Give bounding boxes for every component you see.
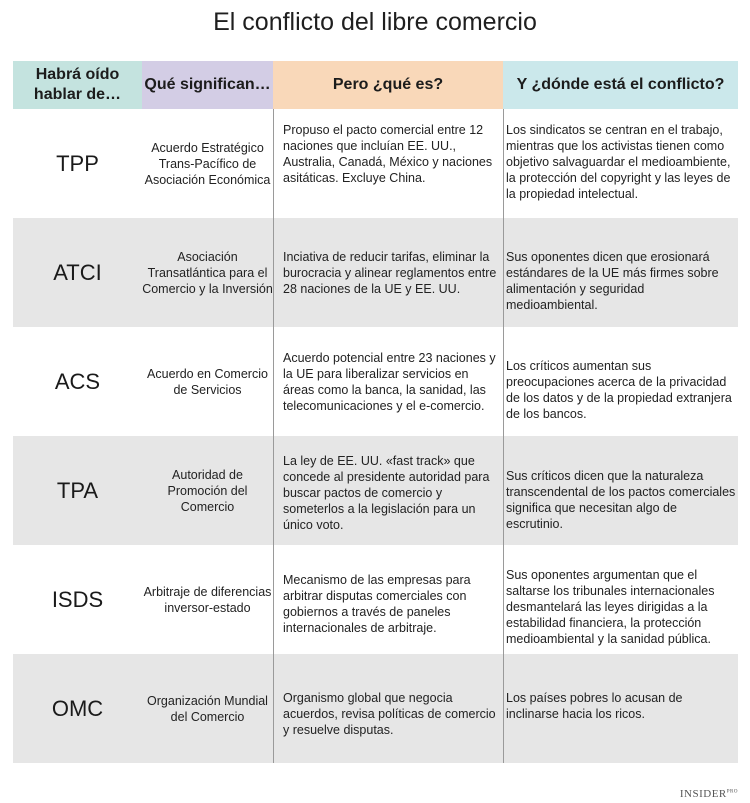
column-divider [273, 654, 274, 763]
column-divider [503, 109, 504, 218]
row-description: La ley de EE. UU. «fast track» que concede al presidente autoridad para buscar pactos de comercio y someterlos a la legislación para un único voto. [283, 454, 490, 532]
row-meaning: Organización Mundial del Comercio [147, 693, 268, 724]
row-description: Mecanismo de las empresas para arbitrar disputas comerciales con gobiernos a través de paneles internacionales de arbitraje. [283, 573, 471, 635]
row-conflict: Los países pobres lo acusan de inclinarse hacia los ricos. [506, 691, 683, 721]
row-description: Acuerdo potencial entre 23 naciones y la UE para liberalizar servicios en áreas como la banca, la sanidad, las telecomunicaciones y el e-comercio. [283, 351, 496, 413]
page-title: El conflicto del libre comercio [213, 8, 537, 36]
row-conflict: Sus oponentes argumentan que el saltarse los tribunales internacionales desmantelará las leyes dirigidas a la estabilidad financiera, la protección medioambiental y la sanidad pública. [506, 568, 715, 646]
column-divider [273, 436, 274, 545]
column-divider [503, 218, 504, 327]
row-abbreviation: ISDS [51, 586, 104, 612]
row-meaning: Arbitraje de diferencias inversor-estado [143, 584, 272, 615]
row-abbreviation: OMC [51, 695, 104, 721]
table-row [13, 436, 738, 545]
row-description: Organismo global que negocia acuerdos, revisa políticas de comercio y resuelve disputas. [283, 691, 496, 737]
row-conflict: Los críticos aumentan sus preocupaciones acerca de la privacidad de los datos y de la propiedad extranjera de los bancos. [506, 359, 732, 421]
column-divider [503, 545, 504, 654]
row-abbreviation: TPA [56, 477, 99, 503]
column-divider [273, 218, 274, 327]
row-meaning: Acuerdo Estratégico Trans-Pacífico de Asociación Económica [144, 140, 271, 187]
logo-text: INSIDER [679, 788, 727, 800]
table-header [13, 61, 738, 109]
row-abbreviation: ACS [54, 368, 101, 394]
table-row [13, 109, 738, 218]
header-conflict: Y ¿dónde está el conflicto? [503, 61, 738, 109]
table-row [13, 654, 738, 763]
table-row [13, 218, 738, 327]
logo-superscript: PRO [726, 789, 738, 795]
row-conflict: Sus oponentes dicen que erosionará estándares de la UE más firmes sobre alimentación y seguridad medioambiental. [506, 250, 719, 312]
row-description: Propuso el pacto comercial entre 12 naciones que incluían EE. UU., Australia, Canadá, México y naciones asitáticas. Excluye China. [283, 123, 493, 185]
row-conflict: Los sindicatos se centran en el trabajo, mientras que los activistas tienen como objetivo salvaguardar el medioambiente, la protección del copyright y las leyes de la propiedad intelectual. [506, 123, 731, 201]
insider-pro-logo [680, 788, 738, 800]
row-abbreviation: TPP [56, 150, 99, 176]
row-abbreviation: ATCI [53, 259, 102, 285]
header-heard-of: Habrá oído hablar de… [13, 61, 142, 109]
header-meaning: Qué significan… [142, 61, 273, 109]
table-row [13, 327, 738, 436]
column-divider [273, 327, 274, 436]
row-meaning: Acuerdo en Comercio de Servicios [147, 366, 268, 397]
column-divider [273, 545, 274, 654]
column-divider [273, 109, 274, 218]
column-divider [503, 327, 504, 436]
table-row [13, 545, 738, 654]
column-divider [503, 654, 504, 763]
row-meaning: Autoridad de Promoción del Comercio [167, 467, 248, 514]
column-divider [503, 436, 504, 545]
row-meaning: Asociación Transatlántica para el Comercio y la Inversión [142, 249, 273, 296]
row-conflict: Sus críticos dicen que la naturaleza transcendental de los pactos comerciales significa que necesitan algo de escrutinio. [506, 469, 736, 531]
row-description: Inciativa de reducir tarifas, eliminar la burocracia y alinear reglamentos entre 28 naciones de la UE y EE. UU. [283, 250, 497, 296]
header-what-is-it: Pero ¿qué es? [273, 61, 503, 109]
